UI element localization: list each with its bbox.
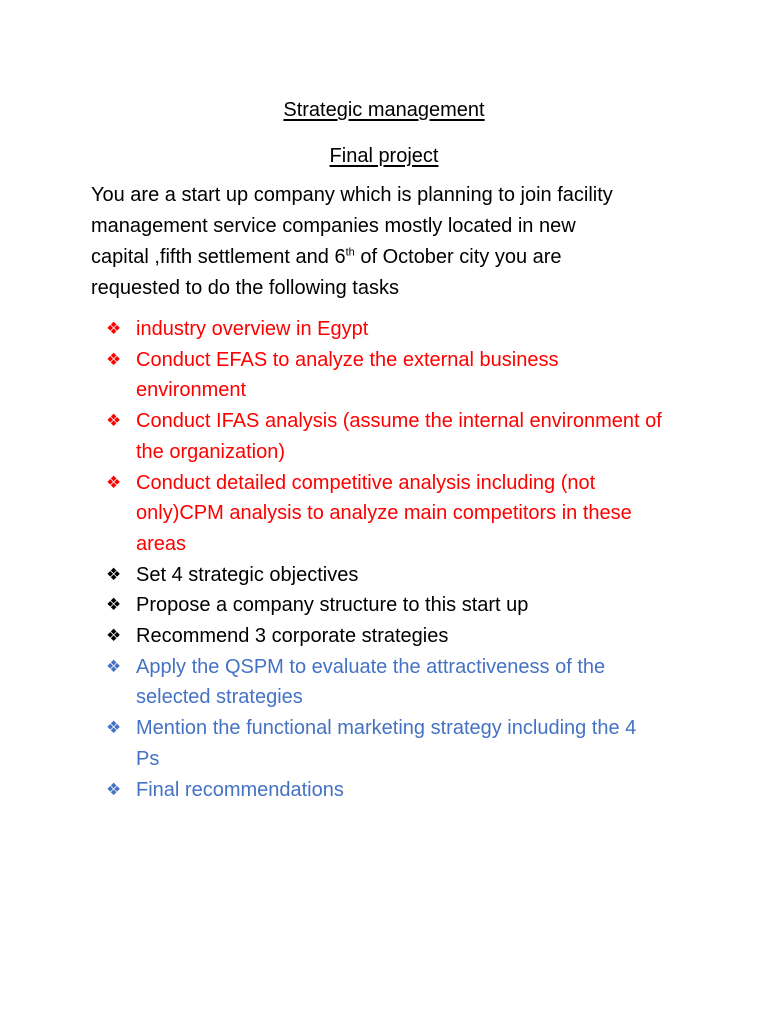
task-text <box>136 775 696 806</box>
intro-line: You are a start up company which is planning to join facility <box>91 184 613 206</box>
diamond-bullet-icon: ❖ <box>106 319 122 338</box>
task-text <box>136 406 696 467</box>
diamond-bullet-icon: ❖ <box>106 626 122 646</box>
intro-line: requested to do the following tasks <box>91 277 399 299</box>
task-line: areas <box>136 532 187 555</box>
task-text <box>136 590 696 621</box>
diamond-bullet-icon: ❖ <box>106 411 122 431</box>
intro-line: management service companies mostly located in new <box>91 215 576 237</box>
diamond-bullet-icon: ❖ <box>106 656 122 676</box>
task-item <box>106 406 696 467</box>
diamond-bullet-icon: ❖ <box>106 595 122 615</box>
task-line: Conduct IFAS analysis (assume the internal environment of <box>136 410 662 433</box>
task-item <box>106 652 696 713</box>
task-line: Propose a company structure to this start up <box>136 594 529 617</box>
diamond-bullet-icon: ❖ <box>106 349 122 369</box>
task-line: industry overview in Egypt <box>136 318 369 340</box>
diamond-bullet-icon: ❖ <box>106 779 122 799</box>
task-text <box>136 314 696 345</box>
task-text <box>136 652 696 713</box>
task-line: Recommend 3 corporate strategies <box>136 625 449 648</box>
task-text <box>136 713 696 774</box>
task-line: selected strategies <box>136 686 303 709</box>
task-line: Ps <box>136 747 160 770</box>
task-item <box>106 314 696 345</box>
task-item <box>106 560 696 591</box>
task-line: the organization) <box>136 440 285 463</box>
diamond-bullet-icon: ❖ <box>106 472 122 492</box>
task-line: Final recommendations <box>136 778 344 801</box>
task-line: Conduct EFAS to analyze the external business <box>136 348 559 371</box>
intro-text: capital ,fifth settlement and 6 <box>91 246 346 268</box>
document-subtitle: Final project <box>329 145 439 167</box>
task-line: Mention the functional marketing strategy including the 4 <box>136 717 637 740</box>
intro-paragraph <box>91 180 691 304</box>
diamond-bullet-icon: ❖ <box>106 564 122 584</box>
task-line: environment <box>136 379 247 402</box>
task-text <box>136 345 696 406</box>
task-item <box>106 345 696 406</box>
task-item <box>106 713 696 774</box>
task-text <box>136 468 696 560</box>
intro-text: of October city you are <box>354 246 562 268</box>
task-list <box>106 314 696 805</box>
diamond-bullet-icon: ❖ <box>106 718 122 738</box>
task-item <box>106 590 696 621</box>
intro-line <box>91 242 691 273</box>
task-line: Conduct detailed competitive analysis including (not <box>136 471 596 494</box>
task-line: Apply the QSPM to evaluate the attractiveness of the <box>136 655 606 678</box>
task-line: Set 4 strategic objectives <box>136 563 359 586</box>
document-title: Strategic management <box>283 99 485 121</box>
task-item <box>106 775 696 806</box>
task-text <box>136 621 696 652</box>
task-text <box>136 560 696 591</box>
task-item <box>106 621 696 652</box>
task-line: only)CPM analysis to analyze main competitors in these <box>136 502 632 525</box>
ordinal-superscript: th <box>345 246 355 259</box>
task-item <box>106 468 696 560</box>
